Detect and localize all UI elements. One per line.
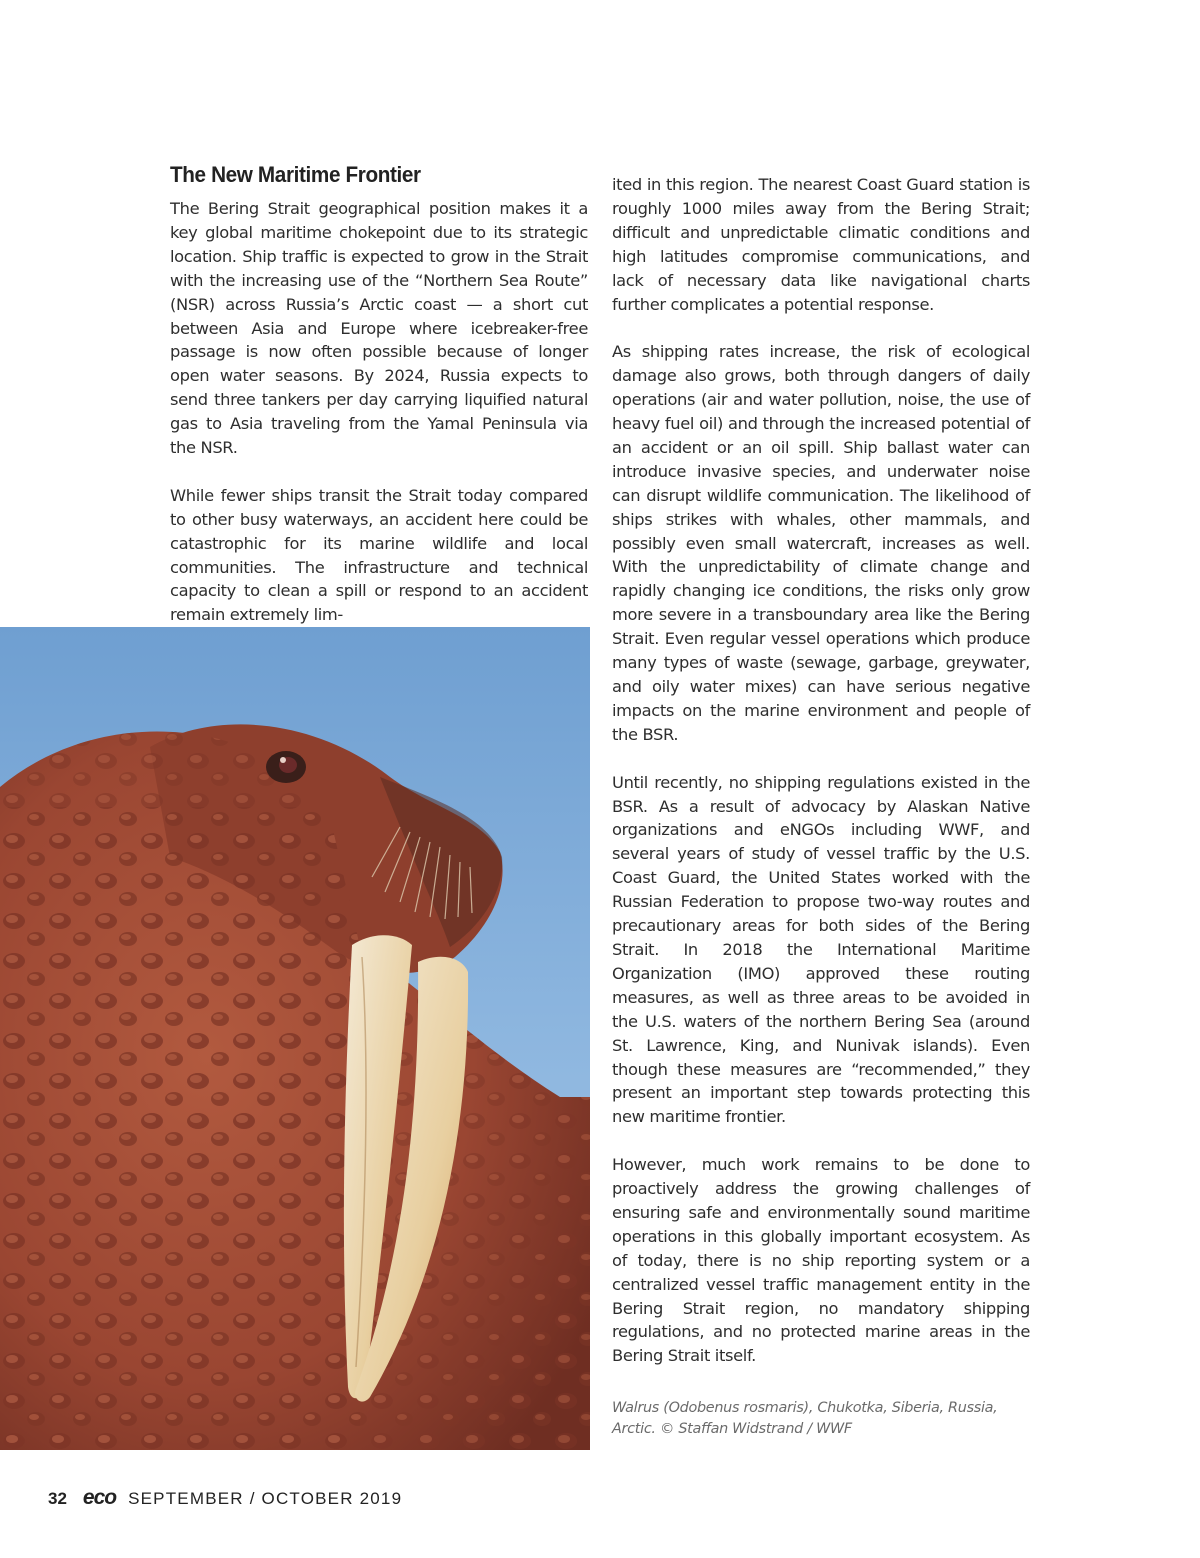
paragraph: While fewer ships transit the Strait today compared to other busy waterways, an accident here could be catastrophic for its marine wildlife and local communities. The infrastructure and technical capacity to clean a spill or respond to an accident remain extremely lim- bbox=[170, 485, 588, 625]
paragraph: The Bering Strait geographical position makes it a key global maritime chokepoint due to its strategic location. Ship traffic is expected to grow in the Strait with the increasing use of the “Northern Sea Route” (NSR) across Russia’s Arctic coast — a short cut between Asia and Europe where icebreaker-free passage is now often possible because of longer open water seasons. By 2024, Russia expects to send three tankers per day carrying liquified natural gas to Asia traveling from the Yamal Peninsula via the NSR. bbox=[170, 199, 588, 458]
issue-date: SEPTEMBER / OCTOBER 2019 bbox=[128, 1489, 403, 1508]
paragraph: Until recently, no shipping regulations existed in the BSR. As a result of advocacy by Alaskan Native organizations and eNGOs including WWF, and several years of study of vessel traffic by the U.S. Coast Guard, the United States worked with the Russian Federation to propose two-way routes and precautionary areas for both sides of the Bering Strait. In 2018 the International Maritime Organization (IMO) approved these routing measures, as well as three areas to be avoided in the U.S. waters of the northern Bering Sea (around St. Lawrence, King, and Nunivak islands). Even though these measures are “recommended,” they present an important step towards protecting this new maritime frontier. bbox=[612, 772, 1030, 1127]
walrus-photo bbox=[0, 627, 590, 1450]
paragraph: As shipping rates increase, the risk of ecological damage also grows, both through dangers of daily operations (air and water pollution, noise, the use of heavy fuel oil) and through the increased potential of an accident or an oil spill. Ship ballast water can introduce invasive species, and underwater noise can disrupt wildlife communication. The likelihood of ships strikes with whales, other mammals, and possibly even small watercraft, increases as well. With the unpredictability of climate change and rapidly changing ice conditions, the risks only grow more severe in a transboundary area like the Bering Strait. Even regular vessel operations which produce many types of waste (sewage, garbage, greywater, and oily water mixes) can have serious negative impacts on the marine environment and people of the BSR. bbox=[612, 342, 1030, 744]
section-heading: The New Maritime Frontier bbox=[170, 162, 421, 187]
article-column-left bbox=[170, 197, 588, 651]
photo-caption: Walrus (Odobenus rosmaris), Chukotka, Siberia, Russia, Arctic. © Staffan Widstrand / WWF bbox=[612, 1400, 998, 1437]
paragraph: However, much work remains to be done to proactively address the growing challenges of ensuring safe and environmentally sound maritime operations in this globally important ecosystem. As of today, there is no ship reporting system or a centralized vessel traffic management entity in the Bering Strait region, no mandatory shipping regulations, and no protected marine areas in the Bering Strait itself. bbox=[612, 1155, 1030, 1366]
article-column-right bbox=[612, 173, 1030, 1392]
eco-logo: eco bbox=[82, 1486, 117, 1509]
page-number: 32 bbox=[48, 1489, 67, 1508]
page-footer bbox=[48, 1486, 402, 1512]
paragraph: ited in this region. The nearest Coast Guard station is roughly 1000 miles away from the Bering Strait; difficult and unpredictable climatic conditions and high latitudes compromise communications, and lack of necessary data like navigational charts further complicates a potential response. bbox=[612, 175, 1030, 314]
